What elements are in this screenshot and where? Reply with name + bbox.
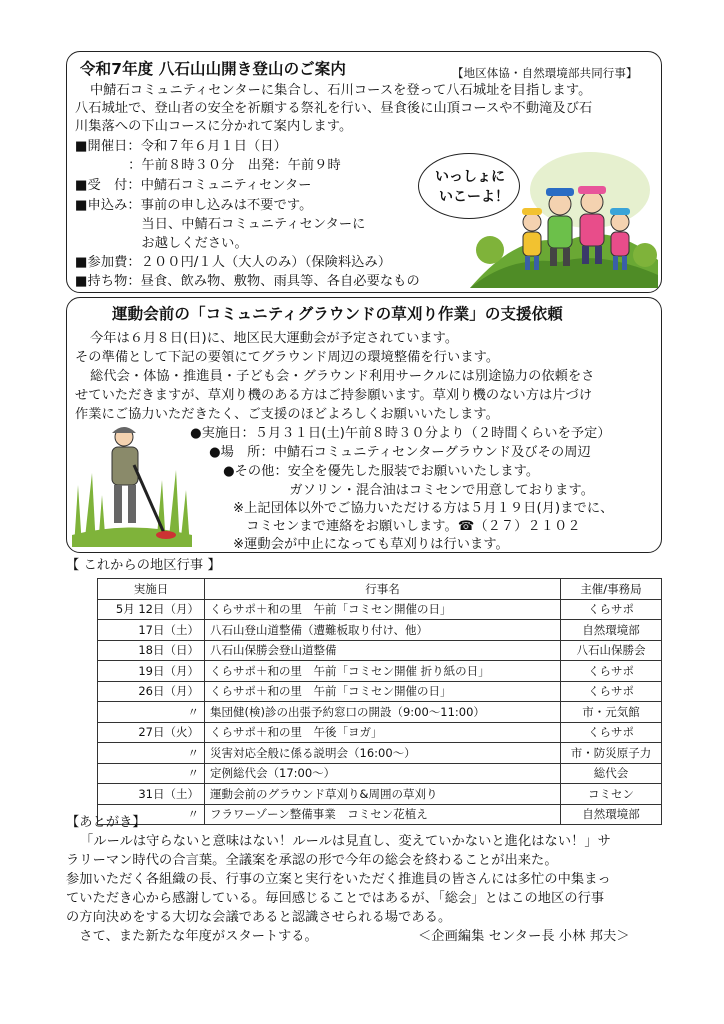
hike-intro-2: 八石城址で、登山者の安全を祈願する祭礼を行い、昼食後に山頂コースや不動滝及び石 (75, 101, 593, 116)
mowing-other-2: ガソリン・混合油はコミセンで用意しております。 (223, 483, 594, 498)
events-heading: 【 これからの地区行事 】 (66, 558, 221, 573)
event-organizer: 自然環境部 (561, 804, 662, 825)
table-row (98, 640, 662, 661)
col-date: 実施日 (98, 579, 205, 600)
event-date: 19日（月） (98, 661, 205, 682)
event-organizer: くらサポ (561, 681, 662, 702)
mowing-note: ※運動会が中止になっても草刈りは行います。 (233, 537, 509, 552)
event-organizer: 八石山保勝会 (561, 640, 662, 661)
afterword-line-3: 参加いただく各組織の長、行事の立案と実行をいただく推進員の皆さんには多忙の中集まっ (66, 872, 611, 887)
event-organizer: くらサポ (561, 599, 662, 620)
table-row (98, 743, 662, 764)
mowing-date: ●実施日：５月３１日(土)午前８時３０分より（２時間くらいを予定） (190, 426, 611, 441)
event-name: 八石山登山道整備（遭難板取り付け、他） (205, 620, 561, 641)
mowing-body-4: せていただきますが、草刈り機のある方はご持参願います。草刈り機のない方は片づけ (75, 388, 593, 403)
afterword-line-5: の方向決めをする大切な会議であると認識させられる場である。 (66, 910, 452, 925)
bubble-line-1: いっしょに (435, 169, 505, 185)
event-organizer: くらサポ (561, 661, 662, 682)
table-row (98, 681, 662, 702)
hike-intro-1: 中鯖石コミュニティセンターに集合し、石川コースを登って八石城址を目指します。 (90, 83, 592, 98)
table-row (98, 804, 662, 825)
event-name: くらサポ＋和の里 午前「コミセン開催 折り紙の日」 (205, 661, 561, 682)
event-date: 17日（土） (98, 620, 205, 641)
event-date: 〃 (98, 702, 205, 723)
event-name: 集団健(検)診の出張予約窓口の開設（9:00〜11:00） (205, 702, 561, 723)
hike-application-3: お越しください。 (75, 236, 248, 251)
afterword-heading: 【あとがき】 (66, 815, 146, 830)
event-date: 〃 (98, 804, 205, 825)
event-name: 定例総代会（17:00〜） (205, 763, 561, 784)
mowing-body-5: 作業にご協力いただきたく、ご支援のほどよろしくお願いいたします。 (75, 407, 499, 422)
event-name: くらサポ＋和の里 午後「ヨガ」 (205, 722, 561, 743)
table-row (98, 722, 662, 743)
event-organizer: くらサポ (561, 722, 662, 743)
mowing-contact-2: コミセンまで連絡をお願いします。☎（２７）２１０２ (233, 519, 581, 534)
afterword-line-1: 「ルールは守らないと意味はない！ルールは見直し、変えていかないと進化はない！」サ (80, 834, 611, 849)
event-name: フラワーゾーン整備事業 コミセン花植え (205, 804, 561, 825)
col-organizer: 主催/事務局 (561, 579, 662, 600)
table-row (98, 763, 662, 784)
afterword-line-6: さて、また新たな年度がスタートする。 (66, 929, 318, 944)
hike-application: ■申込み：事前の申し込みは不要です。 (75, 198, 313, 213)
event-organizer: 総代会 (561, 763, 662, 784)
table-row (98, 784, 662, 805)
mower-illustration (72, 425, 192, 547)
afterword-line-2: ラリーマン時代の合言葉。全議案を承認の形で今年の総会を終わることが出来た。 (66, 853, 558, 868)
mowing-body-2: その準備として下記の要領にてグラウンド周辺の環境整備を行います。 (75, 350, 500, 365)
table-row (98, 661, 662, 682)
hike-title: 令和7年度 八石山山開き登山のご案内 (80, 60, 346, 78)
mowing-contact: ※上記団体以外でご協力いただける方は５月１９日(月)までに、 (233, 501, 614, 516)
event-name: 運動会前のグラウンド草刈り&周囲の草刈り (205, 784, 561, 805)
mowing-body-3: 総代会・体協・推進員・子ども会・グラウンド利用サークルには別途協力の依頼をさ (90, 369, 595, 384)
event-date: 5月 12日（月） (98, 599, 205, 620)
hike-reception: ■受 付：中鯖石コミュニティセンター (75, 178, 312, 193)
event-name: くらサポ＋和の里 午前「コミセン開催の日」 (205, 681, 561, 702)
afterword-signature: ＜企画編集 センター長 小林 邦夫＞ (418, 929, 630, 944)
hike-time: ：午前８時３０分 出発：午前９時 (75, 158, 341, 173)
events-header-row (98, 579, 662, 600)
hike-sponsor: 【地区体協・自然環境部共同行事】 (452, 66, 638, 80)
hike-date: ■開催日：令和７年６月１日（日） (75, 139, 287, 154)
col-event: 行事名 (205, 579, 561, 600)
event-date: 31日（土） (98, 784, 205, 805)
mowing-title: 運動会前の「コミュニティグラウンドの草刈り作業」の支援依頼 (112, 305, 563, 323)
event-date: 18日（日） (98, 640, 205, 661)
table-row (98, 702, 662, 723)
event-organizer: 市・元気館 (561, 702, 662, 723)
event-organizer: 市・防災原子力 (561, 743, 662, 764)
hike-application-2: 当日、中鯖石コミュニティセンターに (75, 217, 366, 232)
event-name: くらサポ＋和の里 午前「コミセン開催の日」 (205, 599, 561, 620)
event-name: 八石山保勝会登山道整備 (205, 640, 561, 661)
mowing-body-1: 今年は６月８日(日)に、地区民大運動会が予定されています。 (90, 331, 459, 346)
table-row (98, 620, 662, 641)
bubble-line-2: いこーよ！ (439, 189, 509, 205)
afterword-line-4: ていただき心から感謝している。毎回感じることではあるが、「総会」とはこの地区の行事 (66, 891, 605, 906)
table-row (98, 599, 662, 620)
event-date: 27日（火） (98, 722, 205, 743)
hike-intro-3: 川集落への下山コースに分かれて案内します。 (75, 119, 353, 134)
speech-bubble (418, 153, 520, 219)
mowing-other: ●その他：安全を優先した服装でお願いいたします。 (223, 464, 540, 479)
hike-belongings: ■持ち物：昼食、飲み物、敷物、雨具等、各自必要なもの (75, 274, 420, 289)
event-date: 〃 (98, 743, 205, 764)
event-organizer: 自然環境部 (561, 620, 662, 641)
event-name: 災害対応全般に係る説明会（16:00〜） (205, 743, 561, 764)
events-table (97, 578, 662, 825)
mowing-place: ●場 所：中鯖石コミュニティセンターグラウンド及びその周辺 (209, 445, 591, 460)
event-date: 〃 (98, 763, 205, 784)
event-date: 26日（月） (98, 681, 205, 702)
hike-fee: ■参加費：２００円/１人（大人のみ）（保険料込み） (75, 255, 392, 270)
event-organizer: コミセン (561, 784, 662, 805)
